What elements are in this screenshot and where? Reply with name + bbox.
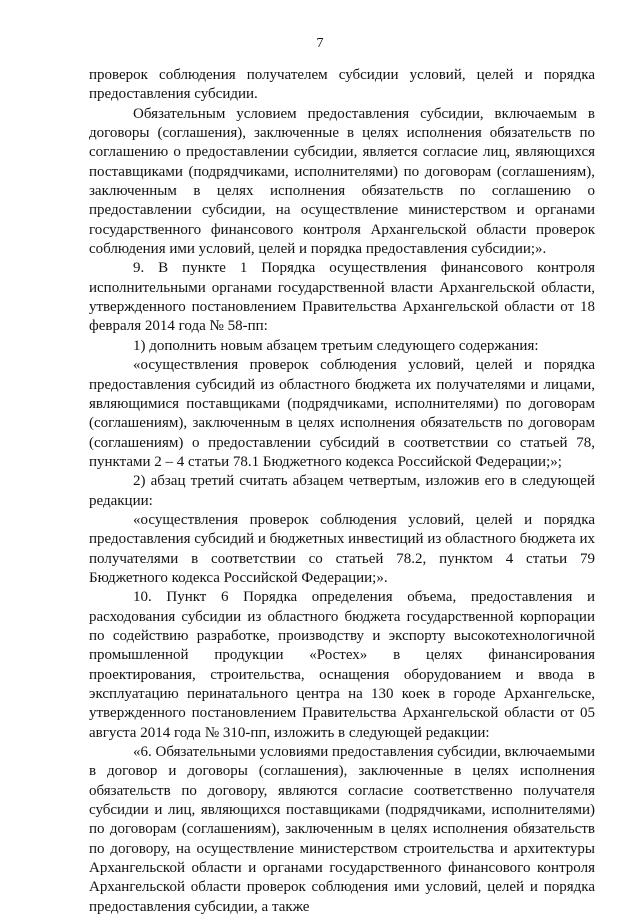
paragraph-quote-3: «6. Обязательными условиями предоставления субсидии, включаемыми в договор и договоры (соглашения), заключенные в целях исполнения обязательств по договору, являются согласие соответственно получателя субсидии и лиц, являющихся поставщиками (подрядчиками, исполнителями) по договорам (соглашениям), заключенным в целях исполнения обязательств по договору, на осуществление министерством строительства и архитектуры Архангельской области и органами государственного финансового контроля Архангельской области проверок соблюдения ими условий, целей и порядка предоставления субсидии, а также [89, 744, 596, 915]
paragraph-item-10: 10. Пункт 6 Порядка определения объема, предоставления и расходования субсидии из областного бюджета государственной корпорации по содействию разработке, производству и экспорту высокотехнологичной промышленной продукции «Ростех» в целях финансирования проектирования, строительства, оснащения оборудованием и ввода в эксплуатацию перинатального центра на 130 коек в городе Архангельске, утвержденного постановлением Правительства Архангельской области от 05 августа 2014 года № 310-пп, изложить в следующей редакции: [89, 589, 595, 741]
paragraph-subitem-1: 1) дополнить новым абзацем третьим следующего содержания: [133, 337, 539, 354]
paragraph-quote-2: «осуществления проверок соблюдения условий, целей и порядка предоставления субсидий и бюджетных инвестиций из областного бюджета их получателями в соответствии со статьей 78.2, пунктом 4 статьи 79 Бюджетного кодекса Российской Федерации;». [89, 511, 595, 586]
paragraph-mandatory-condition: Обязательным условием предоставления субсидии, включаемым в договоры (соглашения), заключенные в целях исполнения обязательств по соглашению о предоставлении субсидии, является согласие лиц, являющихся поставщиками (подрядчиками, исполнителями) по договорам (соглашениям), заключенным в целях исполнения обязательств по соглашению о предоставлении субсидии, на осуществление министерством и органами государственного финансового контроля Архангельской области проверок соблюдения ими условий, целей и порядка предоставления субсидии;». [89, 105, 595, 258]
paragraph-continuation: проверок соблюдения получателем субсидии условий, целей и порядка предоставления субсидии. [89, 67, 595, 103]
page-number: 7 [316, 36, 324, 51]
paragraph-subitem-2: 2) абзац третий считать абзацем четвертым, изложив его в следующей редакции: [89, 473, 595, 509]
paragraph-quote-1: «осуществления проверок соблюдения условий, целей и порядка предоставления субсидий из областного бюджета их получателями и лицами, являющимися поставщиками (подрядчиками, исполнителями) по договорам (соглашениям), заключенным в целях исполнения обязательств по договорам (соглашениям) о предоставлении субсидий в соответствии со статьей 78, пунктами 2 – 4 статьи 78.1 Бюджетного кодекса Российской Федерации;»; [89, 357, 595, 470]
document-body [89, 66, 595, 917]
paragraph-item-9: 9. В пункте 1 Порядка осуществления финансового контроля исполнительными органами государственной власти Архангельской области, утвержденного постановлением Правительства Архангельской области от 18 февраля 2014 года № 58-пп: [89, 260, 595, 335]
